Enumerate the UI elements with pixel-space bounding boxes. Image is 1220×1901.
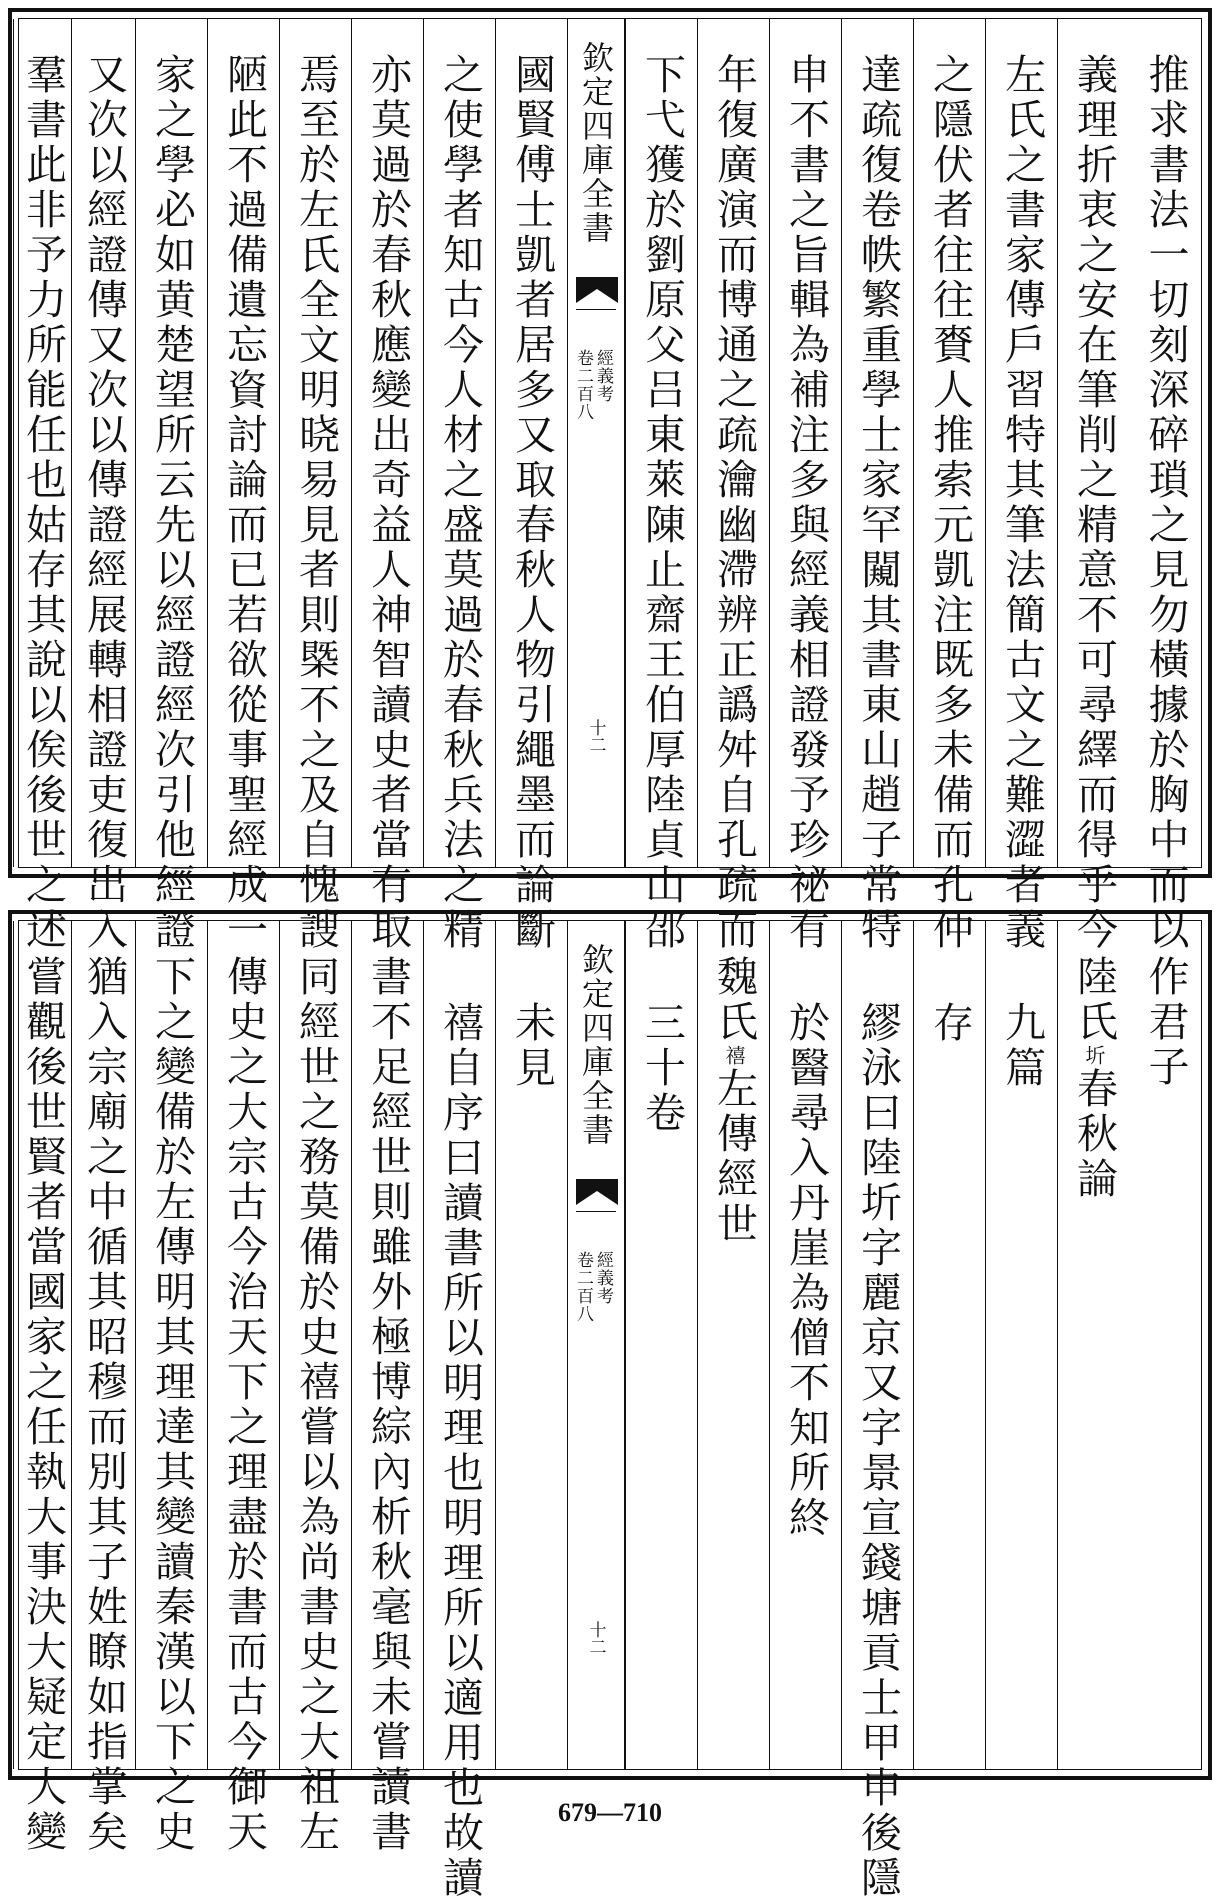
column-text: 繆泳曰陸圻字麗京又字景宣錢塘貢士甲申後隱 xyxy=(854,1001,902,1901)
top-spine xyxy=(567,19,625,867)
column-text: 申不書之旨輯為補注多與經義相證發予珍祕有 xyxy=(782,53,830,953)
bottom-spine xyxy=(567,921,625,1769)
column-text: 又次以經證傳又次以傳證經展轉相證吏復出入 xyxy=(80,53,128,953)
fish-tail-mark xyxy=(576,277,618,303)
column-text: 陋此不過備遺忘資討論而已若欲從事聖經成一 xyxy=(220,53,268,953)
column-text: 焉至於左氏全文明晓易見者則槩不之及自愧謏 xyxy=(292,53,340,953)
column-text: 羣書此非予力所能任也姑存其說以俟後世之述 xyxy=(19,53,67,953)
column-text: 年復廣演而博通之疏瀹幽滯辨正譌舛自孔疏而 xyxy=(710,53,758,953)
author-note: 禧 xyxy=(722,1045,746,1067)
author-name: 陸氏 xyxy=(1070,955,1118,1045)
book-title: 左傳經世 xyxy=(710,1067,758,1247)
column-text: 下弋獲於劉原父吕東萊陳止齋王伯厚陸貞山邵 xyxy=(638,53,686,953)
column-text xyxy=(1070,921,1118,1769)
book-title: 春秋論 xyxy=(1070,1067,1118,1202)
column-text: 下之變備於左傳明其理達其變讀秦漢以下之史 xyxy=(148,955,196,1855)
column-text: 存 xyxy=(926,1001,974,1046)
top-text-column-7 xyxy=(697,19,769,953)
bottom-text-column-16 xyxy=(13,921,71,1855)
bottom-text-column-14 xyxy=(135,921,207,1855)
spine-page-number: 十二 xyxy=(585,719,606,753)
bottom-text-column-4 xyxy=(913,921,985,1769)
top-text-column-14 xyxy=(135,19,207,953)
column-text xyxy=(710,921,758,1769)
top-text-column-6 xyxy=(769,19,841,953)
fish-tail-mark xyxy=(576,1179,618,1205)
spine-title: 欽定四庫全書 xyxy=(577,943,615,1147)
author-note: 圻 xyxy=(1082,1045,1106,1067)
top-text-column-15 xyxy=(71,19,135,953)
column-text: 義理折衷之安在筆削之精意不可尋繹而得乎今 xyxy=(1070,53,1118,953)
column-text: 亦莫過於春秋應變出奇益人神智讀史者當有取 xyxy=(364,53,412,953)
bottom-text-column-8 xyxy=(625,921,697,1769)
top-text-column-9 xyxy=(495,19,567,953)
bottom-text-column-3 xyxy=(985,921,1057,1769)
column-text: 猶入宗廟之中循其昭穆而別其子姓瞭如指掌矣 xyxy=(80,955,128,1855)
column-text: 推求書法一切刻深碎瑣之見勿橫據於胸中而以 xyxy=(1141,53,1190,953)
column-text: 達疏復卷帙繁重學士家罕闚其書東山趙子常特 xyxy=(854,53,902,953)
top-text-column-2 xyxy=(1057,19,1129,953)
column-text: 九篇 xyxy=(998,1001,1046,1091)
page-footer-number: 679—710 xyxy=(558,1798,662,1827)
spine-book-name: 經義考 xyxy=(593,349,613,403)
bottom-text-column-2 xyxy=(1057,921,1129,1769)
column-text: 之隱伏者往往賚人推索元凱注既多未備而孔仲 xyxy=(926,53,974,953)
column-text: 書不足經世則雖外極博綜內析秋毫與未嘗讀書 xyxy=(364,955,412,1855)
top-text-column-10 xyxy=(423,19,495,953)
bottom-text-column-10 xyxy=(423,921,495,1901)
bottom-text-column-5 xyxy=(841,921,913,1901)
column-text: 國賢傅士凱者居多又取春秋人物引繩墨而論斷 xyxy=(508,53,556,953)
spine-divider xyxy=(576,309,616,318)
column-text: 未見 xyxy=(508,1001,556,1091)
column-text: 於醫尋入丹崖為僧不知所終 xyxy=(782,1001,830,1541)
top-text-column-4 xyxy=(913,19,985,953)
bottom-text-column-13 xyxy=(207,921,279,1855)
spine-volume: 卷二百八 xyxy=(573,349,593,421)
author-name: 魏氏 xyxy=(710,955,758,1045)
top-text-column-12 xyxy=(279,19,351,953)
top-text-column-8 xyxy=(625,19,697,953)
bottom-text-column-12 xyxy=(279,921,351,1855)
top-text-column-13 xyxy=(207,19,279,953)
spine-title: 欽定四庫全書 xyxy=(577,41,615,245)
spine-divider xyxy=(576,1211,616,1220)
top-text-column-16 xyxy=(13,19,71,953)
top-page-panel xyxy=(8,8,1212,953)
top-page-frame xyxy=(18,18,1202,953)
column-text: 禧自序曰讀書所以明理也明理所以適用也故讀 xyxy=(436,1001,484,1901)
bottom-text-column-7 xyxy=(697,921,769,1769)
bottom-text-column-6 xyxy=(769,921,841,1769)
top-text-column-11 xyxy=(351,19,423,953)
column-text: 三十卷 xyxy=(638,1001,686,1136)
top-text-column-1 xyxy=(1129,19,1201,953)
bottom-text-column-11 xyxy=(351,921,423,1855)
top-text-column-5 xyxy=(841,19,913,953)
bottom-text-column-1 xyxy=(1129,921,1201,1769)
column-text: 左氏之書家傳戶習特其筆法簡古文之難澀者義 xyxy=(998,53,1046,953)
spine-volume: 卷二百八 xyxy=(573,1251,593,1323)
column-text: 同經世之務莫備於史禧嘗以為尚書史之大祖左 xyxy=(292,955,340,1855)
bottom-text-column-9 xyxy=(495,921,567,1769)
column-text: 作君子 xyxy=(1141,955,1190,1090)
spine-book-name: 經義考 xyxy=(593,1251,613,1305)
top-text-column-3 xyxy=(985,19,1057,953)
column-text: 之使學者知古今人材之盛莫過於春秋兵法之精 xyxy=(436,53,484,953)
column-text: 嘗觀後世賢者當國家之任執大事決大疑定大變 xyxy=(19,955,67,1855)
column-text: 傳史之大宗古今治天下之理盡於書而古今御天 xyxy=(220,955,268,1855)
spine-page-number: 十二 xyxy=(585,1621,606,1655)
bottom-text-column-15 xyxy=(71,921,135,1855)
column-text: 家之學必如黄楚望所云先以經證經次引他經證 xyxy=(148,53,196,953)
